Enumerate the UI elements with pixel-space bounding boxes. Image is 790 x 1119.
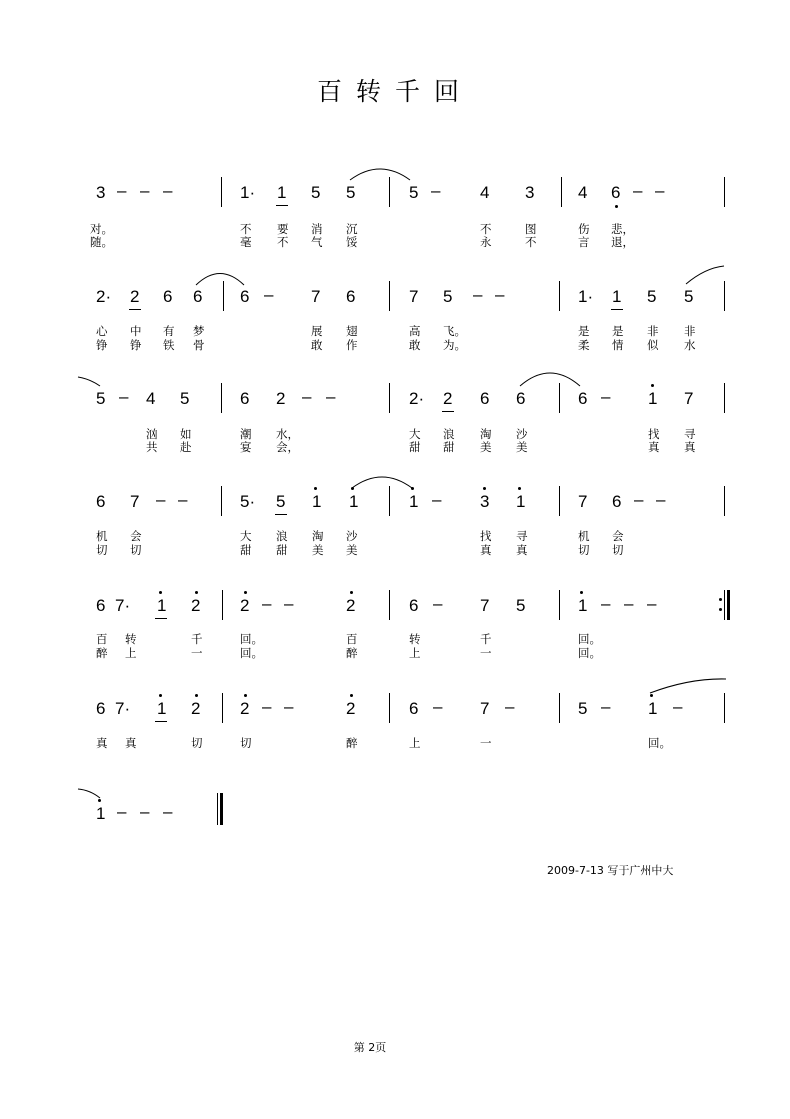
note: – (601, 387, 611, 406)
barline (221, 486, 222, 516)
lyric: 非 (647, 324, 659, 338)
lyric: 悲， (611, 222, 634, 236)
note: – (262, 594, 272, 613)
lyric: 梦 (193, 324, 205, 338)
barline (222, 590, 223, 620)
upper-octave-dot (651, 384, 654, 387)
lyric: 机 (96, 529, 108, 543)
lyric: 寻 (684, 427, 696, 441)
barline (724, 693, 725, 723)
note: 1 (277, 183, 287, 202)
note: – (163, 802, 173, 821)
note: 1 (157, 699, 167, 718)
underline (442, 411, 454, 412)
note: 7 (480, 596, 490, 615)
note: – (156, 490, 166, 509)
tie (350, 169, 410, 180)
page-number: 第 2页 (353, 1041, 387, 1054)
note: – (647, 594, 657, 613)
barline (223, 281, 224, 311)
composition-date: 2009-7-13 写于广州中大 (547, 864, 674, 877)
note: 4 (146, 389, 156, 408)
note: 2 (346, 699, 356, 718)
note: 1 (157, 596, 167, 615)
lyric: 如 (180, 427, 192, 441)
tie (78, 789, 100, 798)
lyric: 飞。 (443, 324, 466, 338)
note: 5 (443, 287, 453, 306)
note: – (633, 181, 643, 200)
lyric: 不 (277, 235, 289, 249)
note: – (673, 697, 683, 716)
song-title: 百转千回 (316, 77, 473, 106)
note: 2 (191, 699, 201, 718)
lyric: 美 (346, 543, 358, 557)
lyric: 切 (578, 543, 590, 557)
lyric: 切 (612, 543, 624, 557)
note: 6 (193, 287, 203, 306)
note: 6 (409, 596, 419, 615)
tie (352, 477, 412, 488)
barline (389, 383, 390, 413)
lyric: 中 (130, 324, 142, 338)
tie (686, 266, 724, 284)
note: 3 (525, 183, 535, 202)
lyric: 沉 (346, 222, 358, 236)
note: – (634, 490, 644, 509)
note: 5 (96, 389, 106, 408)
note: – (262, 697, 272, 716)
note: 5 (180, 389, 190, 408)
lyric: 回。 (240, 632, 263, 646)
note: – (302, 387, 312, 406)
lyric: 大 (409, 427, 421, 441)
upper-octave-dot (244, 591, 247, 594)
lyric: 永 (480, 235, 492, 249)
lyric: 馁 (346, 235, 358, 249)
underline (155, 618, 167, 619)
note: – (655, 181, 665, 200)
lyric: 大 (240, 529, 252, 543)
lyric: 回。 (648, 736, 671, 750)
note: 2 (276, 389, 286, 408)
lyric: 真 (125, 736, 137, 750)
note: 5 (346, 183, 356, 202)
note: 6 (516, 389, 526, 408)
note: 5 (578, 699, 588, 718)
lyric: 真 (648, 440, 660, 454)
note: 5 (647, 287, 657, 306)
note: – (140, 802, 150, 821)
barline (389, 486, 390, 516)
upper-octave-dot (195, 591, 198, 594)
lyric: 宴 (240, 440, 252, 454)
note: 7· (115, 596, 131, 615)
lyric: 敢 (311, 338, 323, 352)
lyric: 为。 (443, 338, 466, 352)
repeat-barline-thick (727, 590, 730, 620)
barline (389, 281, 390, 311)
upper-octave-dot (98, 799, 101, 802)
lyric: 切 (130, 543, 142, 557)
lyric: 回。 (578, 646, 601, 660)
barline (559, 590, 560, 620)
note: 6 (96, 596, 106, 615)
lyric: 是 (612, 324, 624, 338)
lyric: 切 (191, 736, 203, 750)
lyric: 浪 (276, 529, 288, 543)
underline (129, 309, 141, 310)
note: 1· (578, 287, 594, 306)
note: 1 (96, 804, 106, 823)
lyric: 言 (578, 235, 590, 249)
barline (221, 177, 222, 207)
lyric: 会 (130, 529, 142, 543)
note: – (117, 181, 127, 200)
lyric: 非 (684, 324, 696, 338)
note: 6 (612, 492, 622, 511)
upper-octave-dot (411, 487, 414, 490)
note: 2· (96, 287, 112, 306)
lyric: 切 (96, 543, 108, 557)
note: 6 (409, 699, 419, 718)
barline (559, 486, 560, 516)
note: 6 (163, 287, 173, 306)
lyric: 上 (125, 646, 137, 660)
lyric: 对。 (90, 222, 113, 236)
barline (389, 693, 390, 723)
lyric: 是 (578, 324, 590, 338)
lyric: 一 (191, 646, 203, 660)
note: 1· (240, 183, 256, 202)
lyric: 赴 (180, 440, 192, 454)
note: – (284, 594, 294, 613)
lyric: 水 (684, 338, 696, 352)
upper-octave-dot (159, 591, 162, 594)
note: 6 (480, 389, 490, 408)
note: 2 (346, 596, 356, 615)
underline (276, 205, 288, 206)
note: 2 (240, 596, 250, 615)
lyric: 水， (276, 427, 299, 441)
lyric: 消 (311, 222, 323, 236)
note: 7· (115, 699, 131, 718)
lyric: 柔 (578, 338, 590, 352)
lyric: 美 (312, 543, 324, 557)
note: 5· (240, 492, 256, 511)
lyric: 醉 (346, 646, 358, 660)
lyric: 会， (276, 440, 299, 454)
note: – (601, 594, 611, 613)
note: 1 (578, 596, 588, 615)
note: 7 (480, 699, 490, 718)
lyric: 一 (480, 736, 492, 750)
note: 7 (409, 287, 419, 306)
lyric: 一 (480, 646, 492, 660)
lyric: 情 (612, 338, 624, 352)
lyric: 找 (480, 529, 492, 543)
lyric: 转 (409, 632, 421, 646)
lyric: 机 (578, 529, 590, 543)
note: 4 (578, 183, 588, 202)
lyric: 铮 (130, 338, 142, 352)
note: 6 (96, 492, 106, 511)
lyric: 真 (96, 736, 108, 750)
lyric: 转 (125, 632, 137, 646)
lyric: 百 (346, 632, 358, 646)
lyric: 退， (611, 235, 634, 249)
lyric: 美 (480, 440, 492, 454)
lyric: 翅 (346, 324, 358, 338)
lyric: 百 (96, 632, 108, 646)
lyric: 不 (525, 235, 537, 249)
upper-octave-dot (195, 694, 198, 697)
note: 6 (96, 699, 106, 718)
note: 6 (346, 287, 356, 306)
lyric: 共 (146, 440, 158, 454)
note: – (178, 490, 188, 509)
note: – (140, 181, 150, 200)
note: 4 (480, 183, 490, 202)
tie (520, 373, 580, 386)
lyric: 沙 (516, 427, 528, 441)
barline (222, 693, 223, 723)
note: 6 (240, 389, 250, 408)
lyric: 醉 (96, 646, 108, 660)
lyric: 真 (684, 440, 696, 454)
lyric: 美 (516, 440, 528, 454)
lower-octave-dot (615, 205, 618, 208)
upper-octave-dot (518, 487, 521, 490)
barline (561, 177, 562, 207)
note: 5 (409, 183, 419, 202)
lyric: 回。 (578, 632, 601, 646)
barline (389, 590, 390, 620)
note: – (284, 697, 294, 716)
lyric: 作 (346, 338, 358, 352)
note: 2 (443, 389, 453, 408)
barline (724, 486, 725, 516)
lyric: 千 (480, 632, 492, 646)
lyric: 千 (191, 632, 203, 646)
note: 1 (409, 492, 419, 511)
lyric: 沙 (346, 529, 358, 543)
note: 5 (276, 492, 286, 511)
note: – (495, 285, 505, 304)
barline (559, 693, 560, 723)
lyric: 潮 (240, 427, 252, 441)
note: 7 (130, 492, 140, 511)
note: 5 (311, 183, 321, 202)
lyric: 要 (277, 222, 289, 236)
repeat-dot (719, 598, 722, 601)
barline (559, 281, 560, 311)
note: 1 (312, 492, 322, 511)
underline (155, 721, 167, 722)
barline (724, 281, 725, 311)
note: 2 (130, 287, 140, 306)
note: – (505, 697, 515, 716)
tie (650, 679, 726, 693)
note: 1 (349, 492, 359, 511)
lyric: 汹 (146, 427, 158, 441)
lyric: 甜 (409, 440, 421, 454)
note: 7 (578, 492, 588, 511)
repeat-barline-thin (724, 590, 725, 620)
lyric: 毫 (240, 235, 252, 249)
lyric: 会 (612, 529, 624, 543)
lyric: 醉 (346, 736, 358, 750)
upper-octave-dot (314, 487, 317, 490)
lyric: 浪 (443, 427, 455, 441)
lyric: 切 (240, 736, 252, 750)
note: 3 (96, 183, 106, 202)
note: – (433, 594, 443, 613)
note: – (117, 802, 127, 821)
lyric: 铮 (96, 338, 108, 352)
lyric: 骨 (193, 338, 205, 352)
note: – (433, 697, 443, 716)
lyric: 甜 (240, 543, 252, 557)
final-barline-thin (217, 793, 218, 825)
lyric: 真 (480, 543, 492, 557)
lyric: 甜 (276, 543, 288, 557)
underline (275, 514, 287, 515)
underline (611, 309, 623, 310)
lyric: 伤 (578, 222, 590, 236)
note: 5 (516, 596, 526, 615)
note: 5 (684, 287, 694, 306)
barline (389, 177, 390, 207)
lyric: 心 (96, 324, 108, 338)
lyric: 气 (311, 235, 323, 249)
note: – (656, 490, 666, 509)
note: 3 (480, 492, 490, 511)
note: – (163, 181, 173, 200)
lyric: 找 (648, 427, 660, 441)
lyric: 真 (516, 543, 528, 557)
tie (196, 274, 244, 286)
note: 1 (648, 389, 658, 408)
lyric: 淘 (312, 529, 324, 543)
barline (221, 383, 222, 413)
lyric: 随。 (90, 235, 113, 249)
upper-octave-dot (350, 694, 353, 697)
lyric: 上 (409, 646, 421, 660)
barline (559, 383, 560, 413)
note: – (432, 490, 442, 509)
barline (724, 177, 725, 207)
lyric: 淘 (480, 427, 492, 441)
lyric: 寻 (516, 529, 528, 543)
note: – (601, 697, 611, 716)
note: 1 (648, 699, 658, 718)
note: – (326, 387, 336, 406)
final-barline-thick (220, 793, 223, 825)
lyric: 图 (525, 222, 537, 236)
upper-octave-dot (580, 591, 583, 594)
lyric: 铁 (163, 338, 175, 352)
lyric: 甜 (443, 440, 455, 454)
lyric: 高 (409, 324, 421, 338)
lyric: 不 (240, 222, 252, 236)
note: 7 (684, 389, 694, 408)
note: 2· (409, 389, 425, 408)
upper-octave-dot (483, 487, 486, 490)
lyric: 敢 (409, 338, 421, 352)
upper-octave-dot (159, 694, 162, 697)
note: – (119, 387, 129, 406)
upper-octave-dot (351, 487, 354, 490)
note: 2 (240, 699, 250, 718)
note: 6 (578, 389, 588, 408)
upper-octave-dot (350, 591, 353, 594)
lyric: 回。 (240, 646, 263, 660)
lyric: 不 (480, 222, 492, 236)
lyric: 展 (311, 324, 323, 338)
lyric: 有 (163, 324, 175, 338)
note: 6 (611, 183, 621, 202)
upper-octave-dot (650, 694, 653, 697)
barline (724, 383, 725, 413)
note: – (264, 285, 274, 304)
upper-octave-dot (244, 694, 247, 697)
note: 7 (311, 287, 321, 306)
note: 6 (240, 287, 250, 306)
note: 1 (612, 287, 622, 306)
lyric: 上 (409, 736, 421, 750)
repeat-dot (719, 608, 722, 611)
note: – (473, 285, 483, 304)
note: 1 (516, 492, 526, 511)
lyric: 似 (647, 338, 659, 352)
note: – (624, 594, 634, 613)
tie (78, 377, 100, 386)
note: 2 (191, 596, 201, 615)
note: – (431, 181, 441, 200)
